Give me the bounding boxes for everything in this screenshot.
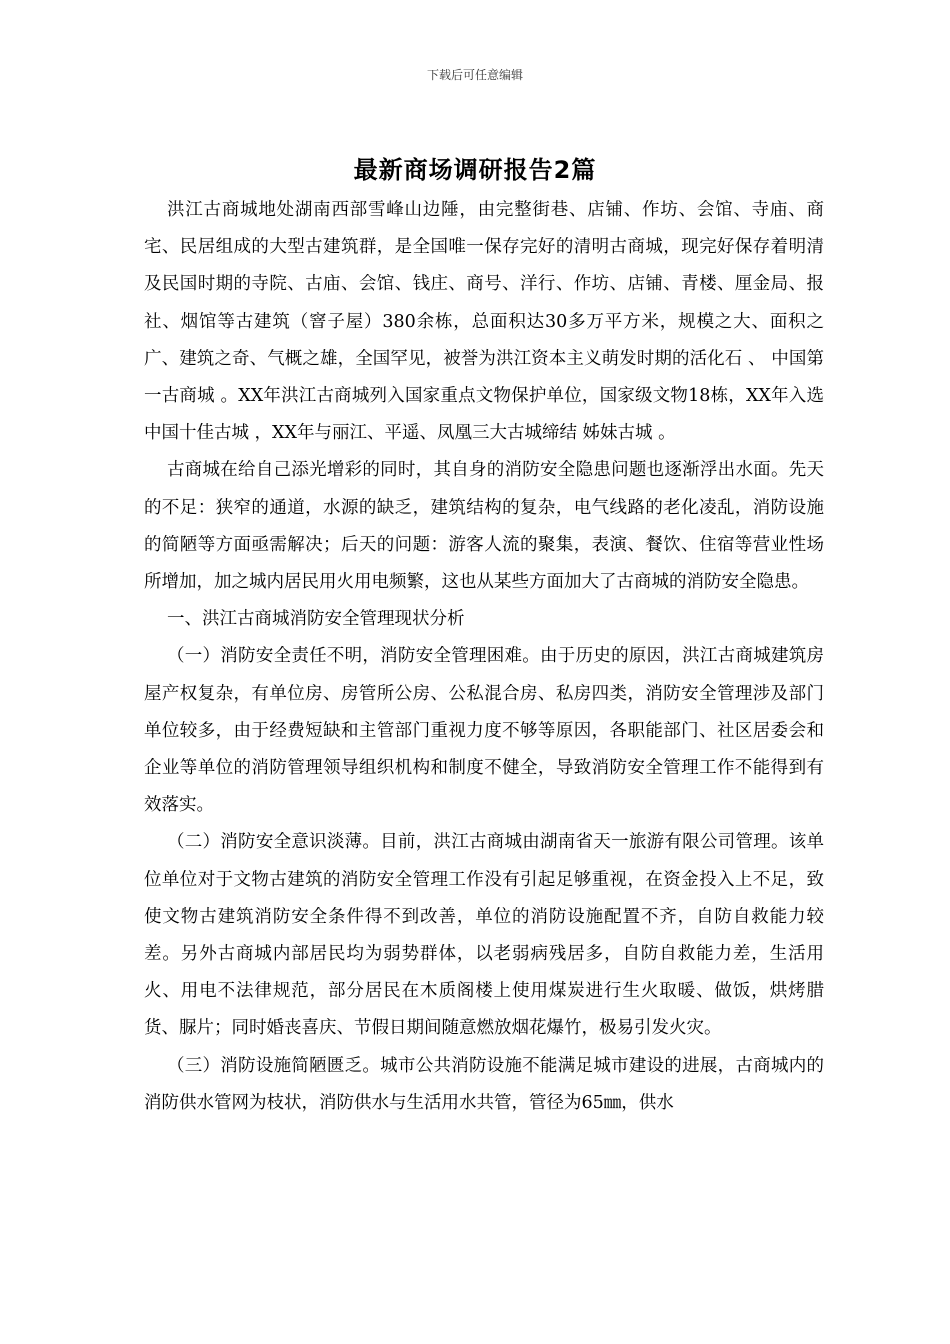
header-note: 下载后可任意编辑 (426, 68, 523, 82)
document-body (144, 192, 824, 1122)
paragraph-intro: 洪江古商城地处湖南西部雪峰山边陲，由完整街巷、店铺、作坊、会馆、寺庙、商宅、民居组成的大型古建筑群，是全国唯一保存完好的清明古商城，现完好保存着明清及民国时期的寺院、古庙、会馆、钱庄、商号、洋行、作坊、店铺、青楼、厘金局、报社、烟馆等古建筑（窨子屋）380余栋，总面积达30多万平方米，规模之大、面积之广、建筑之奇、气概之雄，全国罕见，被誉为洪江资本主义萌发时期的活化石 、 中国第一古商城 。XX年洪江古商城列入国家重点文物保护单位，国家级文物18栋，XX年入选 中国十佳古城 ，XX年与丽江、平遥、凤凰三大古城缔结 姊妹古城 。 (144, 200, 824, 444)
paragraph-point-1: （一）消防安全责任不明，消防安全管理困难。由于历史的原因，洪江古商城建筑房屋产权复杂，有单位房、房管所公房、公私混合房、私房四类，消防安全管理涉及部门单位较多，由于经费短缺和主管部门重视力度不够等原因，各职能部门、社区居委会和企业等单位的消防管理领导组织机构和制度不健全，导致消防安全管理工作不能得到有效落实。 (144, 646, 824, 816)
section-heading: 一、洪江古商城消防安全管理现状分析 (167, 609, 465, 630)
paragraph-point-2: （二）消防安全意识淡薄。目前，洪江古商城由湖南省天一旅游有限公司管理。该单位单位对于文物古建筑的消防安全管理工作没有引起足够重视，在资金投入上不足，致使文物古建筑消防安全条件得不到改善，单位的消防设施配置不齐，自防自救能力较差。另外古商城内部居民均为弱势群体，以老弱病残居多，自防自救能力差，生活用火、用电不法律规范，部分居民在木质阁楼上使用煤炭进行生火取暖、做饭，烘烤腊货、脲片；同时婚丧喜庆、节假日期间随意燃放烟花爆竹，极易引发火灾。 (144, 832, 824, 1039)
paragraph-hazards: 古商城在给自己添光增彩的同时，其自身的消防安全隐患问题也逐渐浮出水面。先天的不足：狭窄的通道，水源的缺乏，建筑结构的复杂，电气线路的老化凌乱，消防设施的简陋等方面亟需解决；后天的问题：游客人流的聚集，表演、餐饮、住宿等营业性场所增加，加之城内居民用火用电频繁，这也从某些方面加大了古商城的消防安全隐患。 (144, 460, 824, 593)
document-title: 最新商场调研报告2篇 (353, 156, 597, 184)
paragraph-point-3: （三）消防设施简陋匮乏。城市公共消防设施不能满足城市建设的进展，古商城内的消防供水管网为枝状，消防供水与生活用水共管，管径为65㎜，供水 (144, 1055, 824, 1113)
